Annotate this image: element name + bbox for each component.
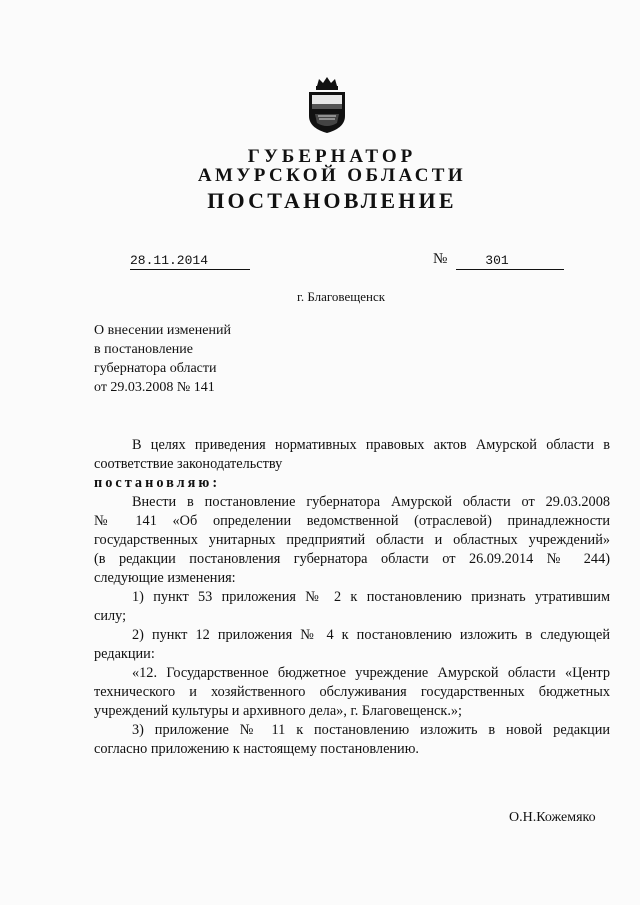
document-subject [94, 321, 231, 397]
subject-line: в постановление [94, 342, 193, 357]
body-line: следующие изменения: [94, 570, 236, 586]
quote-line: учреждений культуры и архивного дела», г. Благовещенск.»; [94, 703, 463, 719]
document-number: 301 [456, 253, 564, 270]
header-title: ГУБЕРНАТОР [247, 146, 417, 167]
body-line: Внести в постановление губернатора Амурской области от 29.03.2008 [132, 494, 610, 510]
body-line: соответствие законодательству [94, 456, 283, 472]
list-item-1: 1) пункт 53 приложения № 2 к постановлению признать утратившим [132, 589, 610, 605]
list-item-2-cont: редакции: [94, 646, 155, 662]
list-item-2: 2) пункт 12 приложения № 4 к постановлению изложить в следующей [132, 627, 610, 643]
header-region: АМУРСКОЙ ОБЛАСТИ [197, 165, 467, 186]
document-type: ПОСТАНОВЛЕНИЕ [207, 188, 457, 213]
quote-line: технического и хозяйственного обслуживания государственных бюджетных [94, 684, 610, 700]
quote-line: «12. Государственное бюджетное учреждение Амурской области «Центр [132, 665, 610, 681]
document-body [94, 436, 610, 759]
document-date: 28.11.2014 [130, 253, 250, 270]
subject-line: от 29.03.2008 № 141 [94, 380, 215, 395]
list-item-1-cont: силу; [94, 608, 127, 624]
signature-name: О.Н.Кожемяко [509, 810, 596, 825]
body-line: № 141 «Об определении ведомственной (отраслевой) принадлежности [94, 513, 610, 529]
subject-line: О внесении изменений [94, 323, 231, 338]
decree-word: постановляю: [94, 475, 221, 491]
coat-of-arms-icon [305, 76, 349, 134]
number-sign: № [433, 251, 448, 267]
list-item-3-cont: согласно приложению к настоящему постановлению. [94, 741, 419, 757]
body-line: государственных унитарных предприятий области и областных учреждений» [94, 532, 610, 548]
list-item-3: 3) приложение № 11 к постановлению изложить в новой редакции [132, 722, 610, 738]
body-line: В целях приведения нормативных правовых актов Амурской области в [132, 437, 610, 453]
subject-line: губернатора области [94, 361, 217, 376]
city-name: г. Благовещенск [296, 289, 386, 304]
body-line: (в редакции постановления губернатора области от 26.09.2014 № 244) [94, 551, 610, 567]
